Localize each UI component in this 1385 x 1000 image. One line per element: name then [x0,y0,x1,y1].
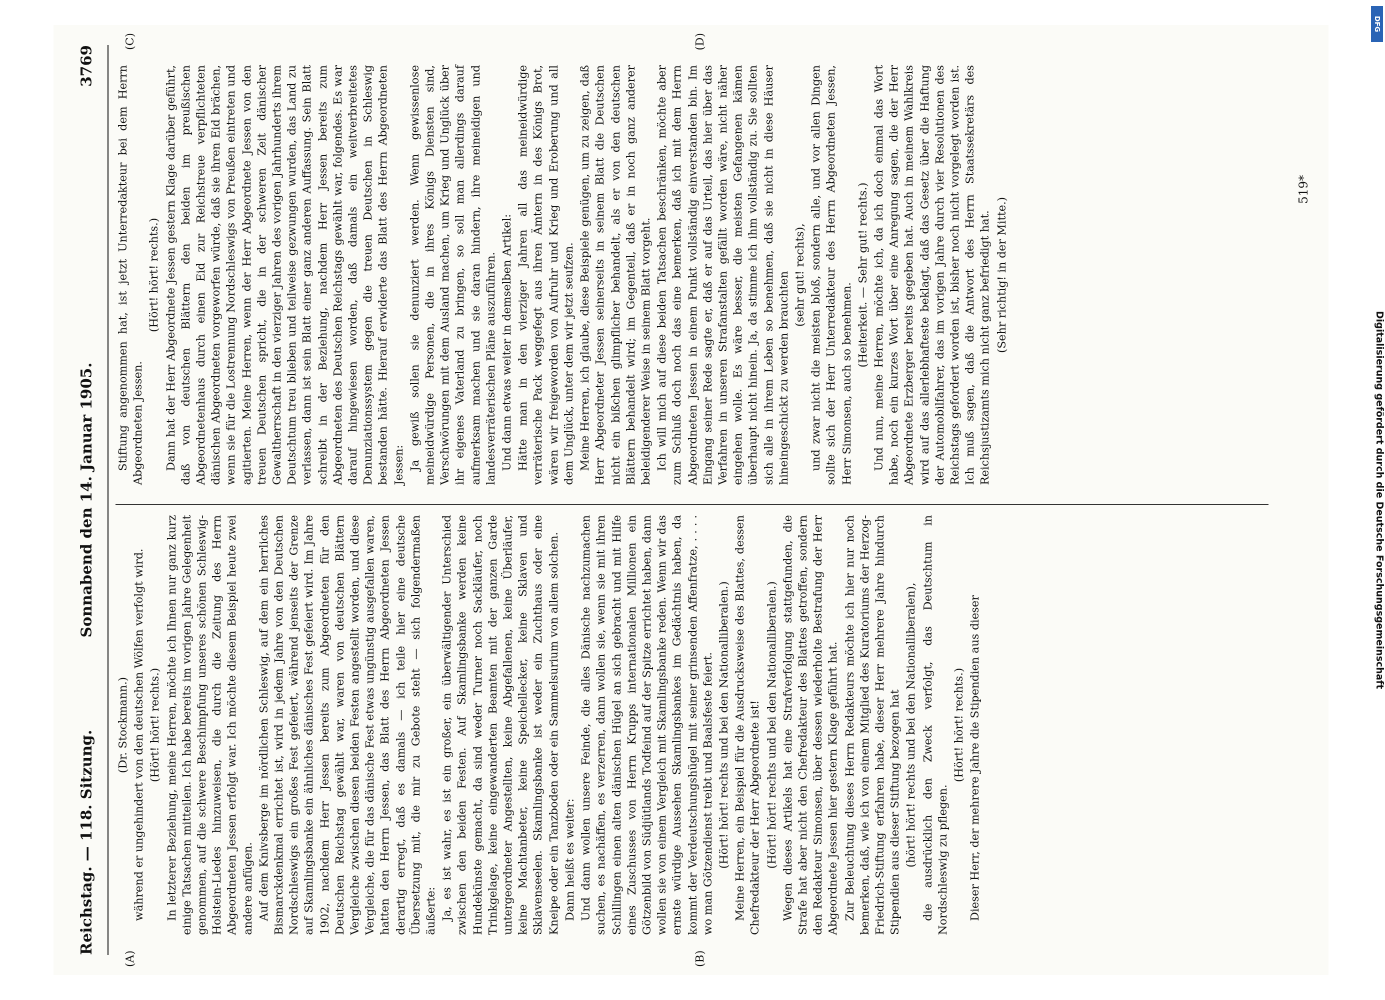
paragraph: Dieser Herr, der mehrere Jahre die Stipendien aus dieser [968,595,982,921]
paragraph: (Sehr richtig! in der Mitte.) [995,196,1009,354]
running-head-left: Reichstag. — 118. Sitzung. [77,729,96,955]
paragraph: Stiftung angenommen hat, ist jetzt Unterredakteur bei dem Herrn Abgeordneten Jessen. [116,65,145,485]
margin-mark-a: (A) [123,950,137,967]
column-rule [116,504,1269,505]
paragraph: In letzterer Beziehung, meine Herren, möchte ich Ihnen nur ganz kurz einige Tatsachen mitteilen. Ich habe bereits im vorigen Jahre Gelegenheit genommen, auf die schwere Beschimpfung unseres schönen Schleswig-Holstein-Liedes hinzuweisen, die durch die Zeitung des Herrn Abgeordneten Jessen erfolgt war. Ich möchte diesem Beispiel heute zwei andere anfügen. [165,515,255,935]
paragraph: und zwar nicht die meisten bloß, sondern alle, und vor allen Dingen sollte sich der Herr Unterredakteur des Herrn Abgeordneten Jessen, Herr Simonsen, auch so benehmen. [809,65,854,485]
paragraph: (Dr. Stockmann.) [116,676,130,774]
paragraph: (Heiterkeit. — Sehr gut! rechts.) [856,182,870,368]
right-column [116,65,1289,485]
left-column [116,515,1289,935]
paragraph: Ja gewiß sollen sie denunziert werden. Wenn gewissenlose meineidwürdige Personen, die in ihres Königs Diensten sind, Verschwörungen mit dem Ausland machen, um Krieg und Unglück über ihr eigenes Vaterland zu bringen, so soll man allerdings darauf aufmerksam machen und sie daran hindern, ihre meineidigen und landesverräterischen Pläne auszuführen. [408,65,498,485]
margin-mark-d: (D) [693,33,707,51]
paragraph: Wegen dieses Artikels hat eine Strafverfolgung stattgefunden, die Strafe hat aber nicht den Chefredakteur des Blattes getroffen, sondern den Redakteur Simonsen, über dessen wiederholte Bestrafung der Herr Abgeordnete Jessen hier gestern Klage geführt hat. [781,515,840,935]
header-rule [108,45,109,955]
paragraph: Auf dem Knivsberge im nördlichen Schleswig, auf dem ein herrliches Bismarckdenkmal errichtet ist, wird in jedem Jahre von den Deutschen Nordschleswigs ein großes Fest gefeiert, während jenseits der Grenze auf Skamlingsbanke ein ähnliches dänisches Fest gefeiert wird. Im Jahre 1902, nachdem Herr Jessen bereits zum Abgeordneten für den Deutschen Reichstag gewählt war, waren von deutschen Blättern Vergleiche zwischen diesen beiden Festen angestellt worden, und diese Vergleiche, die für das dänische Fest etwas ungünstig ausgefallen waren, hatten den Herrn Jessen, das Blatt des Herrn Abgeordneten Jessen derartig erregt, daß es damals — ich teile hier eine deutsche Übersetzung mit, die mir zu Gebote steht — sich folgendermaßen äußerte: [257,515,438,935]
dfg-logo: DFG [1371,6,1383,42]
paragraph: Ja, es ist wahr, es ist ein großer, ein überwältigender Unterschied zwischen den beiden Festen. Auf Skamlingsbanke werden keine Hundekünste gemacht, da sind weder Turner noch Sackläufer, noch Trinkgelage, keine eingewanderten Beamten mit der ganzen Garde untergeordneter Angestellten, keine Abgefallenen, keine Überläufer, keine Machtanbeter, keine Speichellecker, keine Sklaven und Sklavenseelen. Skamlingsbanke ist weder ein Zuchthaus oder eine Kneipe oder ein Tanzboden oder ein Sammelsurium von allem solchen. [440,515,561,935]
margin-mark-b: (B) [693,950,707,967]
page-number: 3769 [77,45,96,87]
digitization-note: Digitalisierung gefördert durch die Deutsche Forschungsgemeinschaft [1373,311,1385,689]
paragraph: die ausdrücklich den Zweck verfolgt, das Deutschtum in Nordschleswig zu pflegen. [921,515,950,935]
paragraph: (Hört! hört! rechts.) [148,667,162,783]
paragraph: Dann heißt es weiter: [563,798,577,921]
paragraph: (Hört! hört! rechts und bei den Nationalliberalen.) [717,581,731,869]
paragraph: (hört! hört! rechts und bei den Nationalliberalen), [904,582,918,868]
paragraph: Hätte man in den vierziger Jahren all das meineidwürdige verräterische Pack weggefegt aus ihren Ämtern in des Königs Brot, wären wir freigeworden von Aufruhr und Krieg und Eroberung und all dem Unglück, unter dem wir jetzt seufzen. [516,65,576,485]
running-head-date: Sonnabend den 14. Januar 1905. [77,362,96,638]
page-signature: 519* [1296,175,1311,204]
paragraph: Und dann wollen unsere Feinde, die alles Dänische nachzumachen suchen, es nachäffen, es verzerren, dann wollen sie, wenn sie mit ihren Schillingen einen alten dänischen Hügel an sich gebracht und mit Hilfe eines Zuschusses von Herrn Krupps internationalen Millionen ein Götzenbild von Südjütlands Todfeind auf der Spitze errichtet haben, dann wollen sie von einem Vergleich mit Skamlingsbanke reden. Wenn wir das ernste würdige Aussehen Skamlingsbankes im Gedächtnis haben, da kommt der Verdeutschungshügel mit seiner grinsenden Affenfratze, . . . . wo man Götzendienst treibt und Baalsfeste feiert. [579,515,715,935]
rotated-page [54,25,1329,975]
paragraph: (Hört! hört! rechts.) [952,667,966,783]
paragraph: Meine Herren, ein Beispiel für die Ausdrucksweise des Blattes, dessen Chefredakteur der Herr Abgeordnete ist! [733,515,762,935]
paragraph: während er ungehindert von den deutschen Wölfen verfolgt wird. [132,548,146,921]
paragraph: Zur Beleuchtung dieses Herrn Redakteurs möchte ich hier nur noch bemerken, daß, wie ich von einem Mitglied des Kuratoriums der Herzog-Friedrich-Stiftung erfahren habe, dieser Herr mehrere Jahre hindurch Stipendien aus dieser Stiftung bezogen hat [843,515,902,935]
paragraph: Ich will mich auf diese beiden Tatsachen beschränken, möchte aber zum Schluß doch noch das eine bemerken, daß ich mit dem Herrn Abgeordneten Jessen in einem Punkt vollständig einverstanden bin. Im Eingang seiner Rede sagte er, daß er auf das Urteil, das hier über das Verfahren in unseren Strafanstalten gefällt worden wäre, nicht näher eingehen wolle. Es wäre besser, die meisten Gefangenen kämen überhaupt nicht hinein. Ja, da stimme ich ihm vollständig zu. Sie sollten sich alle in ihrem Leben so benehmen, daß sie nicht in diese Häuser hineingeschickt zu werden brauchten [655,65,791,485]
paragraph: Und nun, meine Herren, möchte ich, da ich doch einmal das Wort habe, noch ein kurzes Wort über eine Anregung sagen, die der Herr Abgeordnete Erzberger bereits gegeben hat. Auch in meinem Wahlkreis wird auf das allerlebhafteste beklagt, daß das Gesetz über die Haftung der Automobilfahrer, das im vorigen Jahre durch vier Resolutionen des Reichstags gefordert worden ist, bisher noch nicht vorgelegt worden ist. Ich muß sagen, daß die Antwort des Herrn Staatssekretärs des Reichsjustizamts mich nicht ganz befriedigt hat. [872,65,992,485]
paragraph: (Hört! hört! rechts und bei den Nationalliberalen.) [765,581,779,869]
running-head [72,45,106,955]
paragraph: (sehr gut! rechts), [793,223,807,327]
paragraph: Und dann etwas weiter in demselben Artikel: [500,213,514,471]
margin-mark-c: (C) [123,33,137,50]
paragraph: Meine Herren, ich glaube, diese Beispiele genügen, um zu zeigen, daß Herr Abgeordneter Jessen seinerseits in seinem Blatt die Deutschen nicht ein bißchen glimpflicher behandelt, als er von den deutschen Blättern behandelt wird; im Gegenteil, daß er in noch ganz anderer beleidigenderer Weise in seinem Blatt vorgeht. [578,65,653,485]
paragraph: Dann hat der Herr Abgeordnete Jessen gestern Klage darüber geführt, daß von deutschen Blättern den beiden im preußischen Abgeordnetenhaus durch einen Eid zur Reichstreue verpflichteten dänischen Abgeordneten vorgeworfen würde, daß sie ihren Eid brächen, wenn sie für die Lostrennung Nordschleswigs von Preußen eintreten und agitierten. Meine Herren, wenn der Herr Abgeordnete Jessen von den treuen Deutschen spricht, die in der schweren Zeit dänischer Gewaltherrschaft in den vierziger Jahren des vorigen Jahrhunderts ihrem Deutschtum treu blieben und teilweise gezwungen wurden, das Land zu verlassen, dann ist sein Blatt einer ganz anderen Auffassung. Sein Blatt schreibt in der Beziehung, nachdem Herr Jessen bereits zum Abgeordneten des Deutschen Reichstags gewählt war, folgendes. Es war darauf hingewiesen worden, daß damals ein weitverbreitetes Denunziationssystem gegen die treuen Deutschen in Schleswig bestanden hätte. Hierauf erwiderte das Blatt des Herrn Abgeordneten Jessen: [164,65,406,485]
paragraph: (Hört! hört! rechts.) [147,217,161,333]
